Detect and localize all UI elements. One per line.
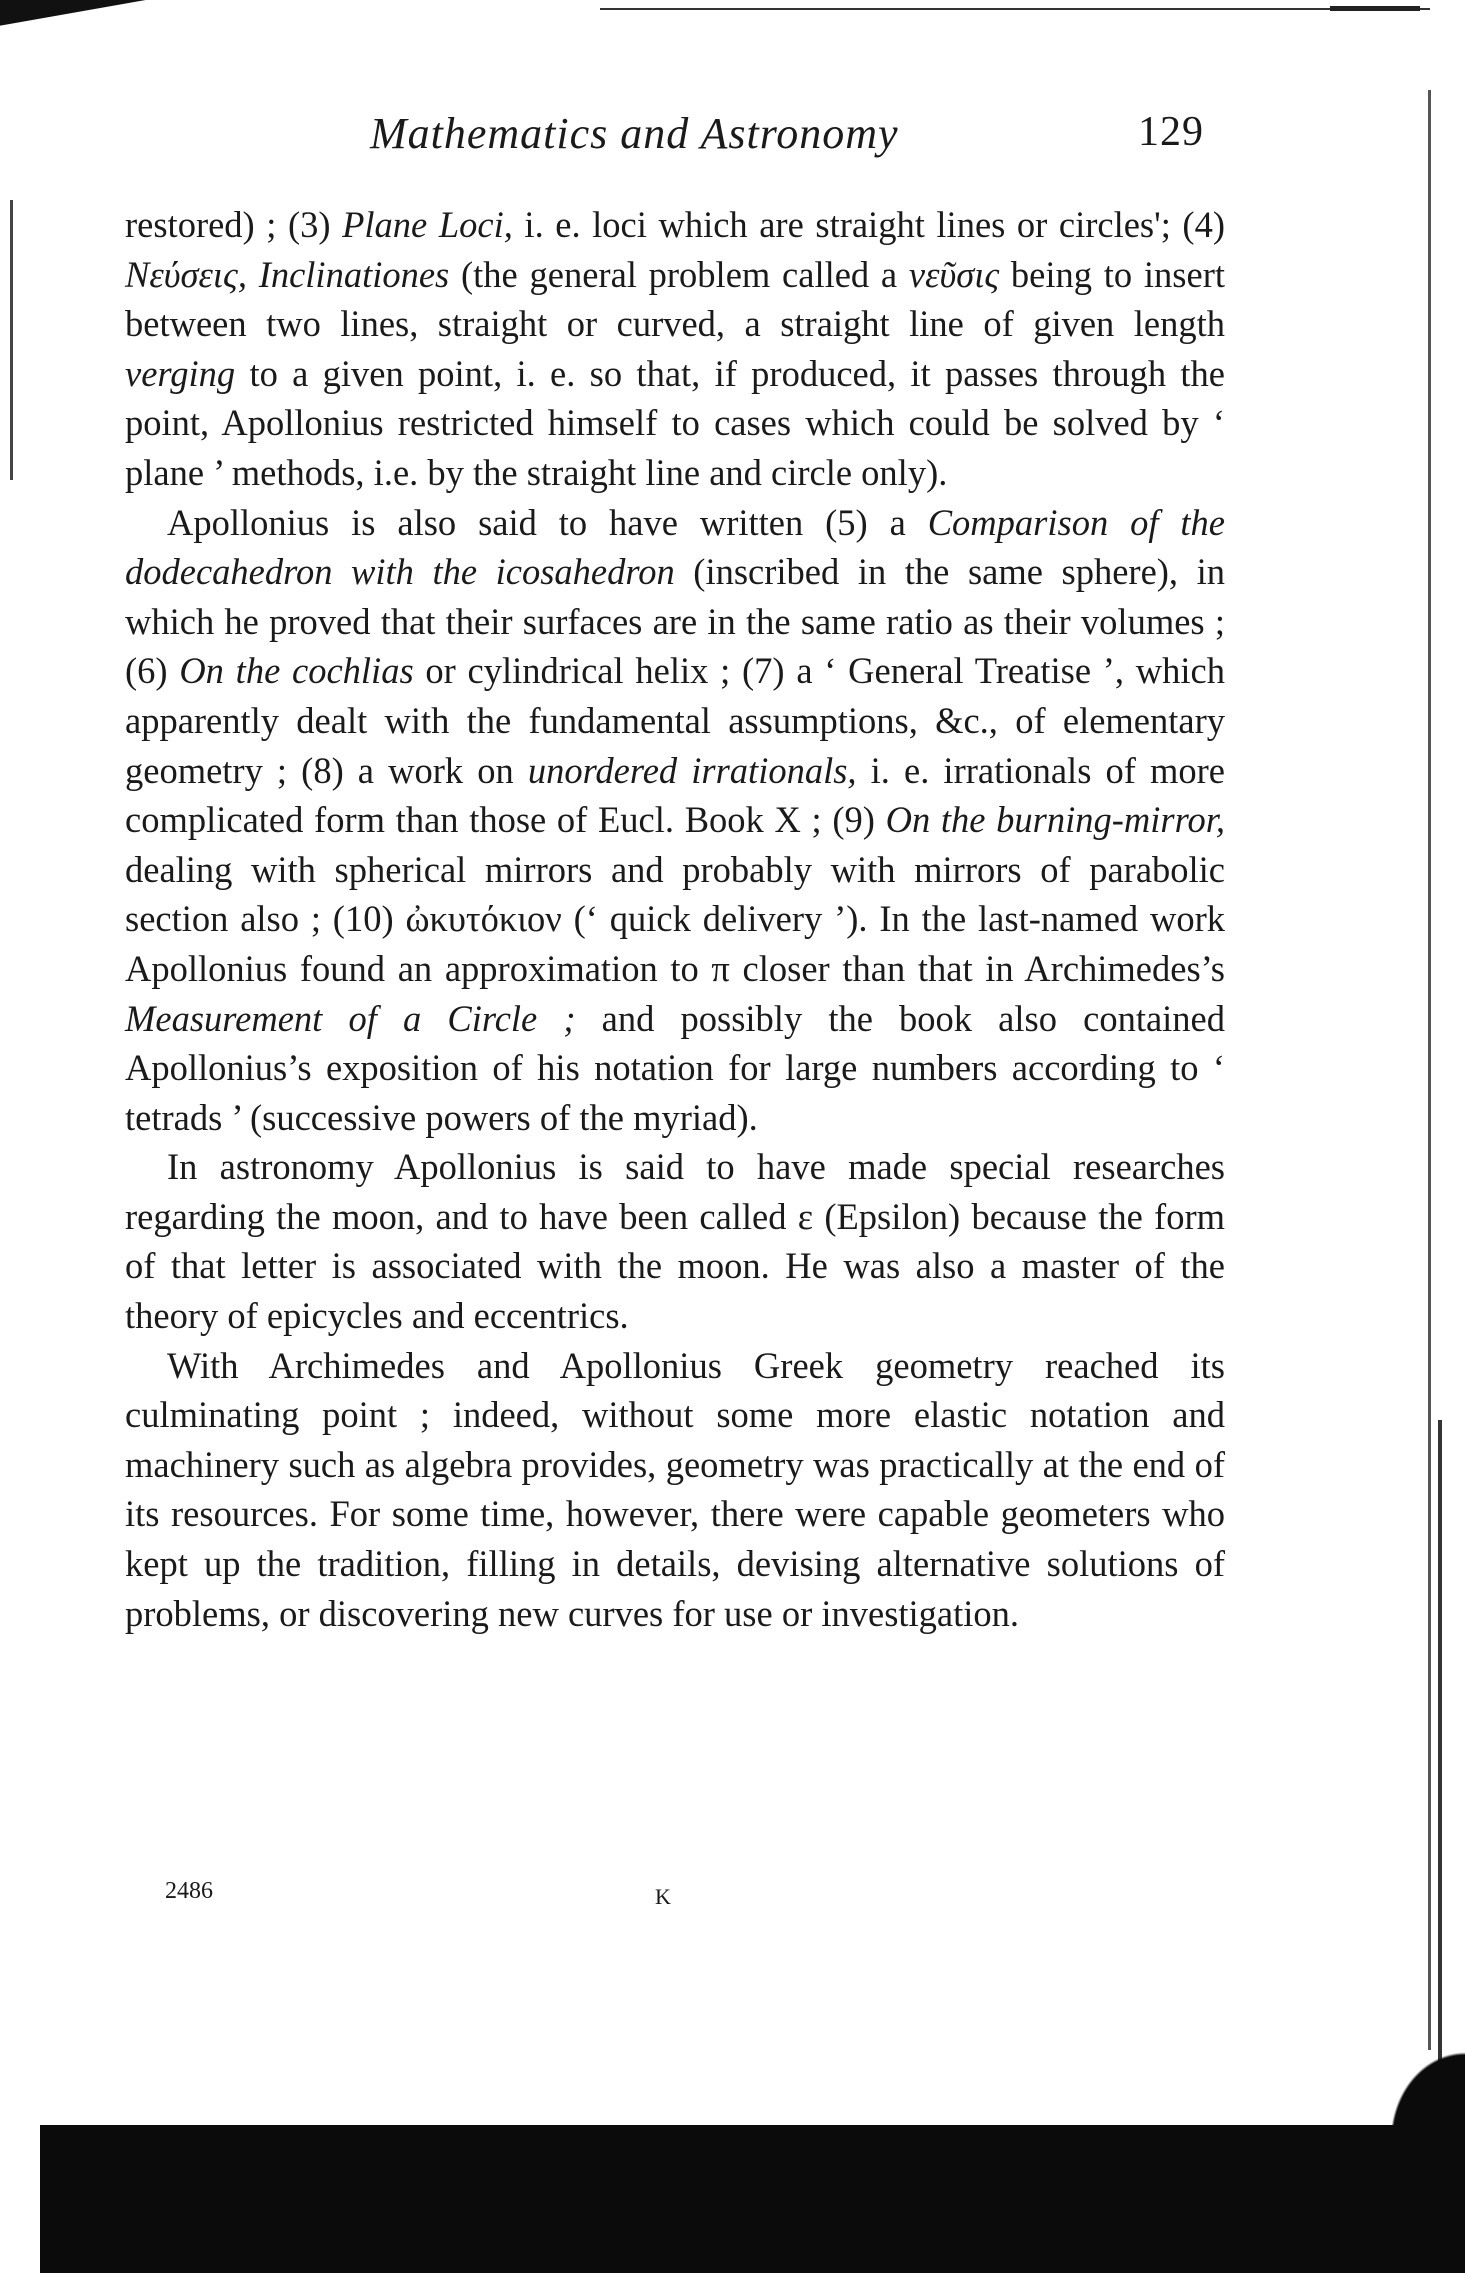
text-run: to a given point, i. e. so that, if produced, it passes through the point, Apollonius restricted himself to cases which could be solved by ‘ plane ’ methods, i.e. by the straight line and circle only). [125,352,1225,493]
text-run: restored) ; (3) [125,204,343,245]
text-run: i. e. loci which are straight lines or circles'; (4) [512,204,1225,245]
text-run: In astronomy Apollonius is said to have made special researches regarding the moon, and to have been called ε (Epsilon) because the form of that letter is associated with the moon. He was also a master of the theory of epicycles and eccentrics. [125,1146,1225,1337]
paragraph [125,1341,1225,1639]
text-run: With Archimedes and Apollonius Greek geometry reached its culminating point ; indeed, without some more elastic notation and machinery such as algebra provides, geometry was practically at the end of its resources. For some time, however, there were capable geometers who kept up the tradition, filling in details, devising alternative solutions of problems, or discovering new curves for use or investigation. [125,1344,1225,1634]
text-run: dealing with spherical mirrors and probably with mirrors of parabolic section also ; (10) ὠκυτόκιον (‘ quick delivery ’). In the last-named work Apollonius found an approximation to π closer than that in Archimedes’s [125,848,1225,989]
page-header [0,108,1465,178]
scan-rule-top-thick [1330,6,1420,11]
paragraph [125,1142,1225,1340]
paragraph [125,200,1225,498]
text-run: (the general problem called a [449,253,909,295]
italic-text: Comparison of the dodecahedron with the icosahedron [125,501,1225,593]
text-run: Apollonius is also said to have written (5) a [167,501,928,543]
signature-letter: K [655,1884,671,1909]
italic-text: Plane Loci, [342,204,513,245]
body-text [125,200,1225,1638]
italic-text: On the cochlias [179,650,414,692]
text-run: and possibly the book also contained Apollonius’s exposition of his notation for large numbers according to ‘ tetrads ’ (successive powers of the myriad). [125,997,1225,1138]
italic-text: νεῦσις [908,253,1000,295]
scan-page-edge-right [1428,90,1431,2050]
italic-text: Νεύσεις, Inclinationes [125,253,450,295]
text-run: or cylindrical helix ; (7) a ‘ General Treatise ’, which apparently dealt with the fundamental assumptions, &c., of elementary geometry ; (8) a work on [125,650,1225,791]
page-footer [0,1878,1465,1918]
page-number: 129 [1138,109,1204,155]
scan-bottom-shadow [40,2125,1465,2273]
scan-page-edge-right-inner [1438,1420,1442,2100]
scan-rule-top [600,8,1430,10]
italic-text: verging [125,352,236,394]
italic-text: unordered irrationals, [527,749,857,791]
italic-text: On the burning-mirror, [885,799,1225,841]
paragraph [125,498,1225,1143]
signature-number: 2486 [165,1878,213,1904]
scan-edge-shadow [0,0,150,30]
running-head: Mathematics and Astronomy [370,109,899,158]
text-run: i. e. irrationals of more complicated form than those of Eucl. Book X ; (9) [125,749,1225,841]
scan-margin-mark-left [10,200,13,480]
italic-text: Measurement of a Circle ; [125,997,576,1039]
text-run: (inscribed in the same sphere), in which he proved that their surfaces are in the same ratio as their volumes ; (6) [125,551,1226,692]
text-run: being to insert between two lines, straight or curved, a straight line of given length [125,253,1225,345]
